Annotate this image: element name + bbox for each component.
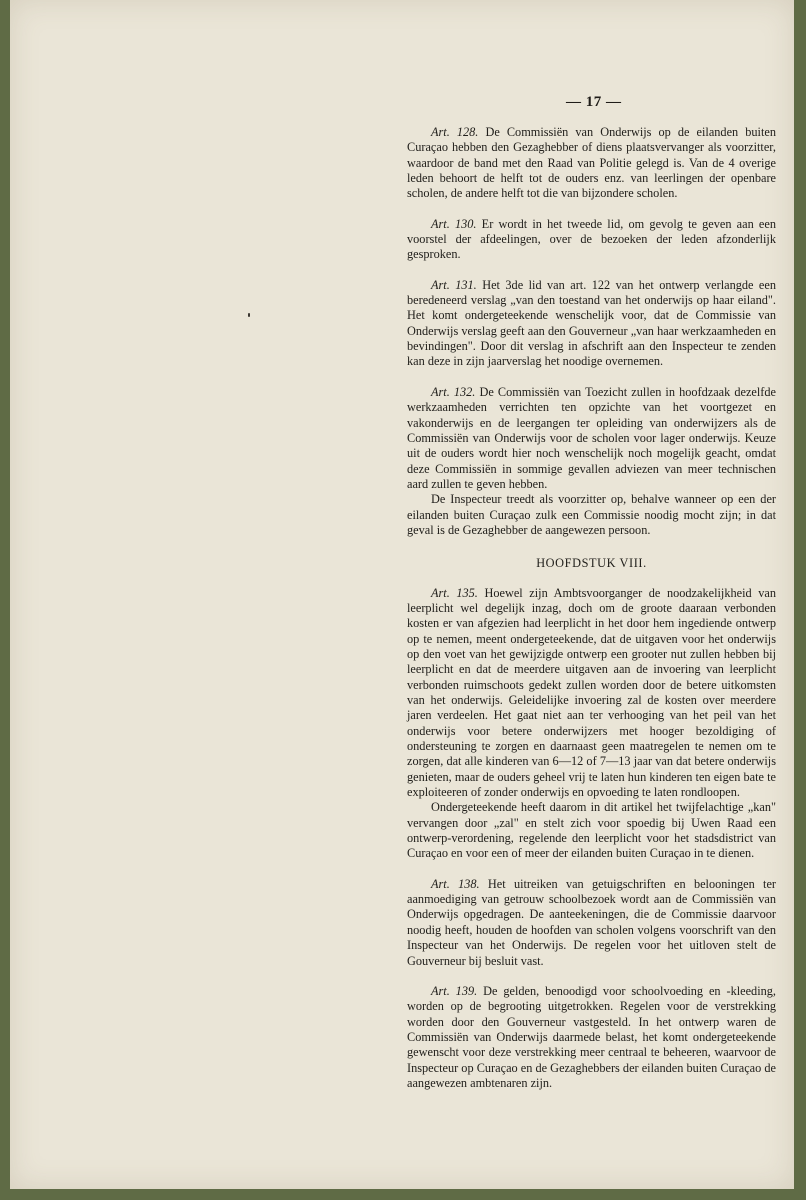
document-page (10, 0, 794, 1189)
article-ref: Art. 138. (431, 876, 480, 891)
paragraph-text: De Inspecteur treedt als voorzitter op, behalve wanneer op een der eilanden buiten Curaçao zulk een Commissie noodig mocht zijn; in dat geval is de Gezaghebber de aangewezen persoon. (407, 492, 776, 537)
paragraph-text: De gelden, benoodigd voor schoolvoeding en -kleeding, worden op de begrooting uitgetrokken. Regelen voor de verstrekking worden door den Gouverneur vastgesteld. In het ontwerp waren de Commissiën van Onderwijs daarmede belast, het komt ondergeteekende gewenscht voor deze verstrekking meer centraal te beheeren, waarvoor de Inspecteur op Curaçao en de Gezaghebbers der eilanden buiten Curaçao de aangewezen ambtenaren zijn. (407, 983, 776, 1090)
paragraph-art-138 (407, 877, 776, 969)
page-number: — 17 — (566, 94, 622, 110)
paragraph-art-139 (407, 984, 776, 1091)
paragraph-art-135 (407, 586, 776, 801)
paper-speck (248, 313, 250, 317)
article-ref: Art. 132. (431, 384, 476, 399)
paragraph-art-131 (407, 278, 776, 370)
article-ref: Art. 139. (431, 983, 478, 998)
paragraph-text: Ondergeteekende heeft daarom in dit artikel het twijfelachtige „kan" vervangen door „zal" en stelt zich voor spoedig bij Uwen Raad een ontwerp-verordening, regelende den leerplicht voor het stadsdistrict van Curaçao en voor een of meer der eilanden buiten Curaçao in te dienen. (407, 800, 776, 861)
paragraph-inspecteur (407, 492, 776, 538)
article-ref: Art. 135. (431, 585, 478, 600)
paragraph-text: De Commissiën van Toezicht zullen in hoofdzaak dezelfde werkzaamheden verrichten ten opzichte van het voortgezet en vakonderwijs en de leergangen ter opleiding van onderwijzers als de Commissiën van Onderwijs voor de scholen voor lager onderwijs. Keuze uit de ouders wordt hier noch wenschelijk noch mogelijk geacht, omdat deze Commissiën in sommige gevallen adviezen van meer technischen aard zullen te geven hebben. (407, 384, 776, 491)
article-ref: Art. 131. (431, 277, 477, 292)
paragraph-leerplicht (407, 800, 776, 861)
paragraph-text: Het 3de lid van art. 122 van het ontwerp verlangde een beredeneerd verslag „van den toestand van het onderwijs op haar eiland". Het komt ondergeteekende wenschelijk voor, dat de Commissie van Onderwijs verslag geeft aan den Gouverneur „van haar werkzaamheden en bevindingen". Door dit verslag in afschrift aan den Inspecteur te zenden kan deze in zijn jaarverslag het noodige overnemen. (407, 277, 777, 369)
text-column (407, 125, 776, 1091)
article-ref: Art. 128. (431, 125, 479, 139)
paragraph-text: Het uitreiken van getuigschriften en belooningen ter aanmoediging van getrouw schoolbezoek wordt aan de Commissiën van Onderwijs opgedragen. De aanteekeningen, die de Commissie daarvoor noodig heeft, houden de hoofden van scholen volgens voorschrift van den Inspecteur van het Onderwijs. De regelen voor het uitloven stelt de Gouverneur bij besluit vast. (407, 876, 776, 968)
paragraph-art-130 (407, 217, 776, 263)
paragraph-art-128 (407, 125, 776, 202)
paragraph-art-132 (407, 385, 776, 492)
article-ref: Art. 130. (431, 216, 477, 231)
paragraph-text: Er wordt in het tweede lid, om gevolg te geven aan een voorstel der afdeelingen, over de bezoeken der leden afzonderlijk gesproken. (407, 216, 776, 262)
paragraph-text: Hoewel zijn Ambtsvoorganger de noodzakelijkheid van leerplicht wel degelijk inzag, doch om de groote daaraan verbonden kosten er van afgezien had leerplicht in het door hem ingediende ontwerp op te nemen, meent ondergeteekende, dat de uitgaven voor het onderwijs op den voet van het gewijzigde ontwerp een grooter nut zullen hebben bij leerplicht en dat de meerdere uitgaven aan de invoering van leerplicht verbonden ruimschoots gedekt zullen worden door de betere uitkomsten van het onderwijs. Geleidelijke invoering zal de kosten over meerdere jaren verdeelen. Het gaat niet aan ter verhooging van het peil van het onderwijs voor betere onderwijzers met hooger bezoldiging of ondersteuning te zorgen en daarnaast geen maatregelen te nemen om te zorgen, dat alle kinderen van 6—12 of 7—13 jaar van dat betere onderwijs genieten, maar de ouders geheel vrij te laten hun kinderen ten eigen bate te exploiteeren of zonder onderwijs en opvoeding te laten rondloopen. (407, 585, 776, 800)
paragraph-text: De Commissiën van Onderwijs op de eilanden buiten Curaçao hebben den Gezaghebber of diens plaatsvervanger als voorzitter, waardoor de band met den Raad van Politie gelegd is. Van de 4 overige leden behoort de helft tot de ouders enz. van leerlingen der openbare scholen, de andere helft tot die van bijzondere scholen. (407, 125, 776, 201)
chapter-heading: HOOFDSTUK VIII. (536, 556, 647, 571)
